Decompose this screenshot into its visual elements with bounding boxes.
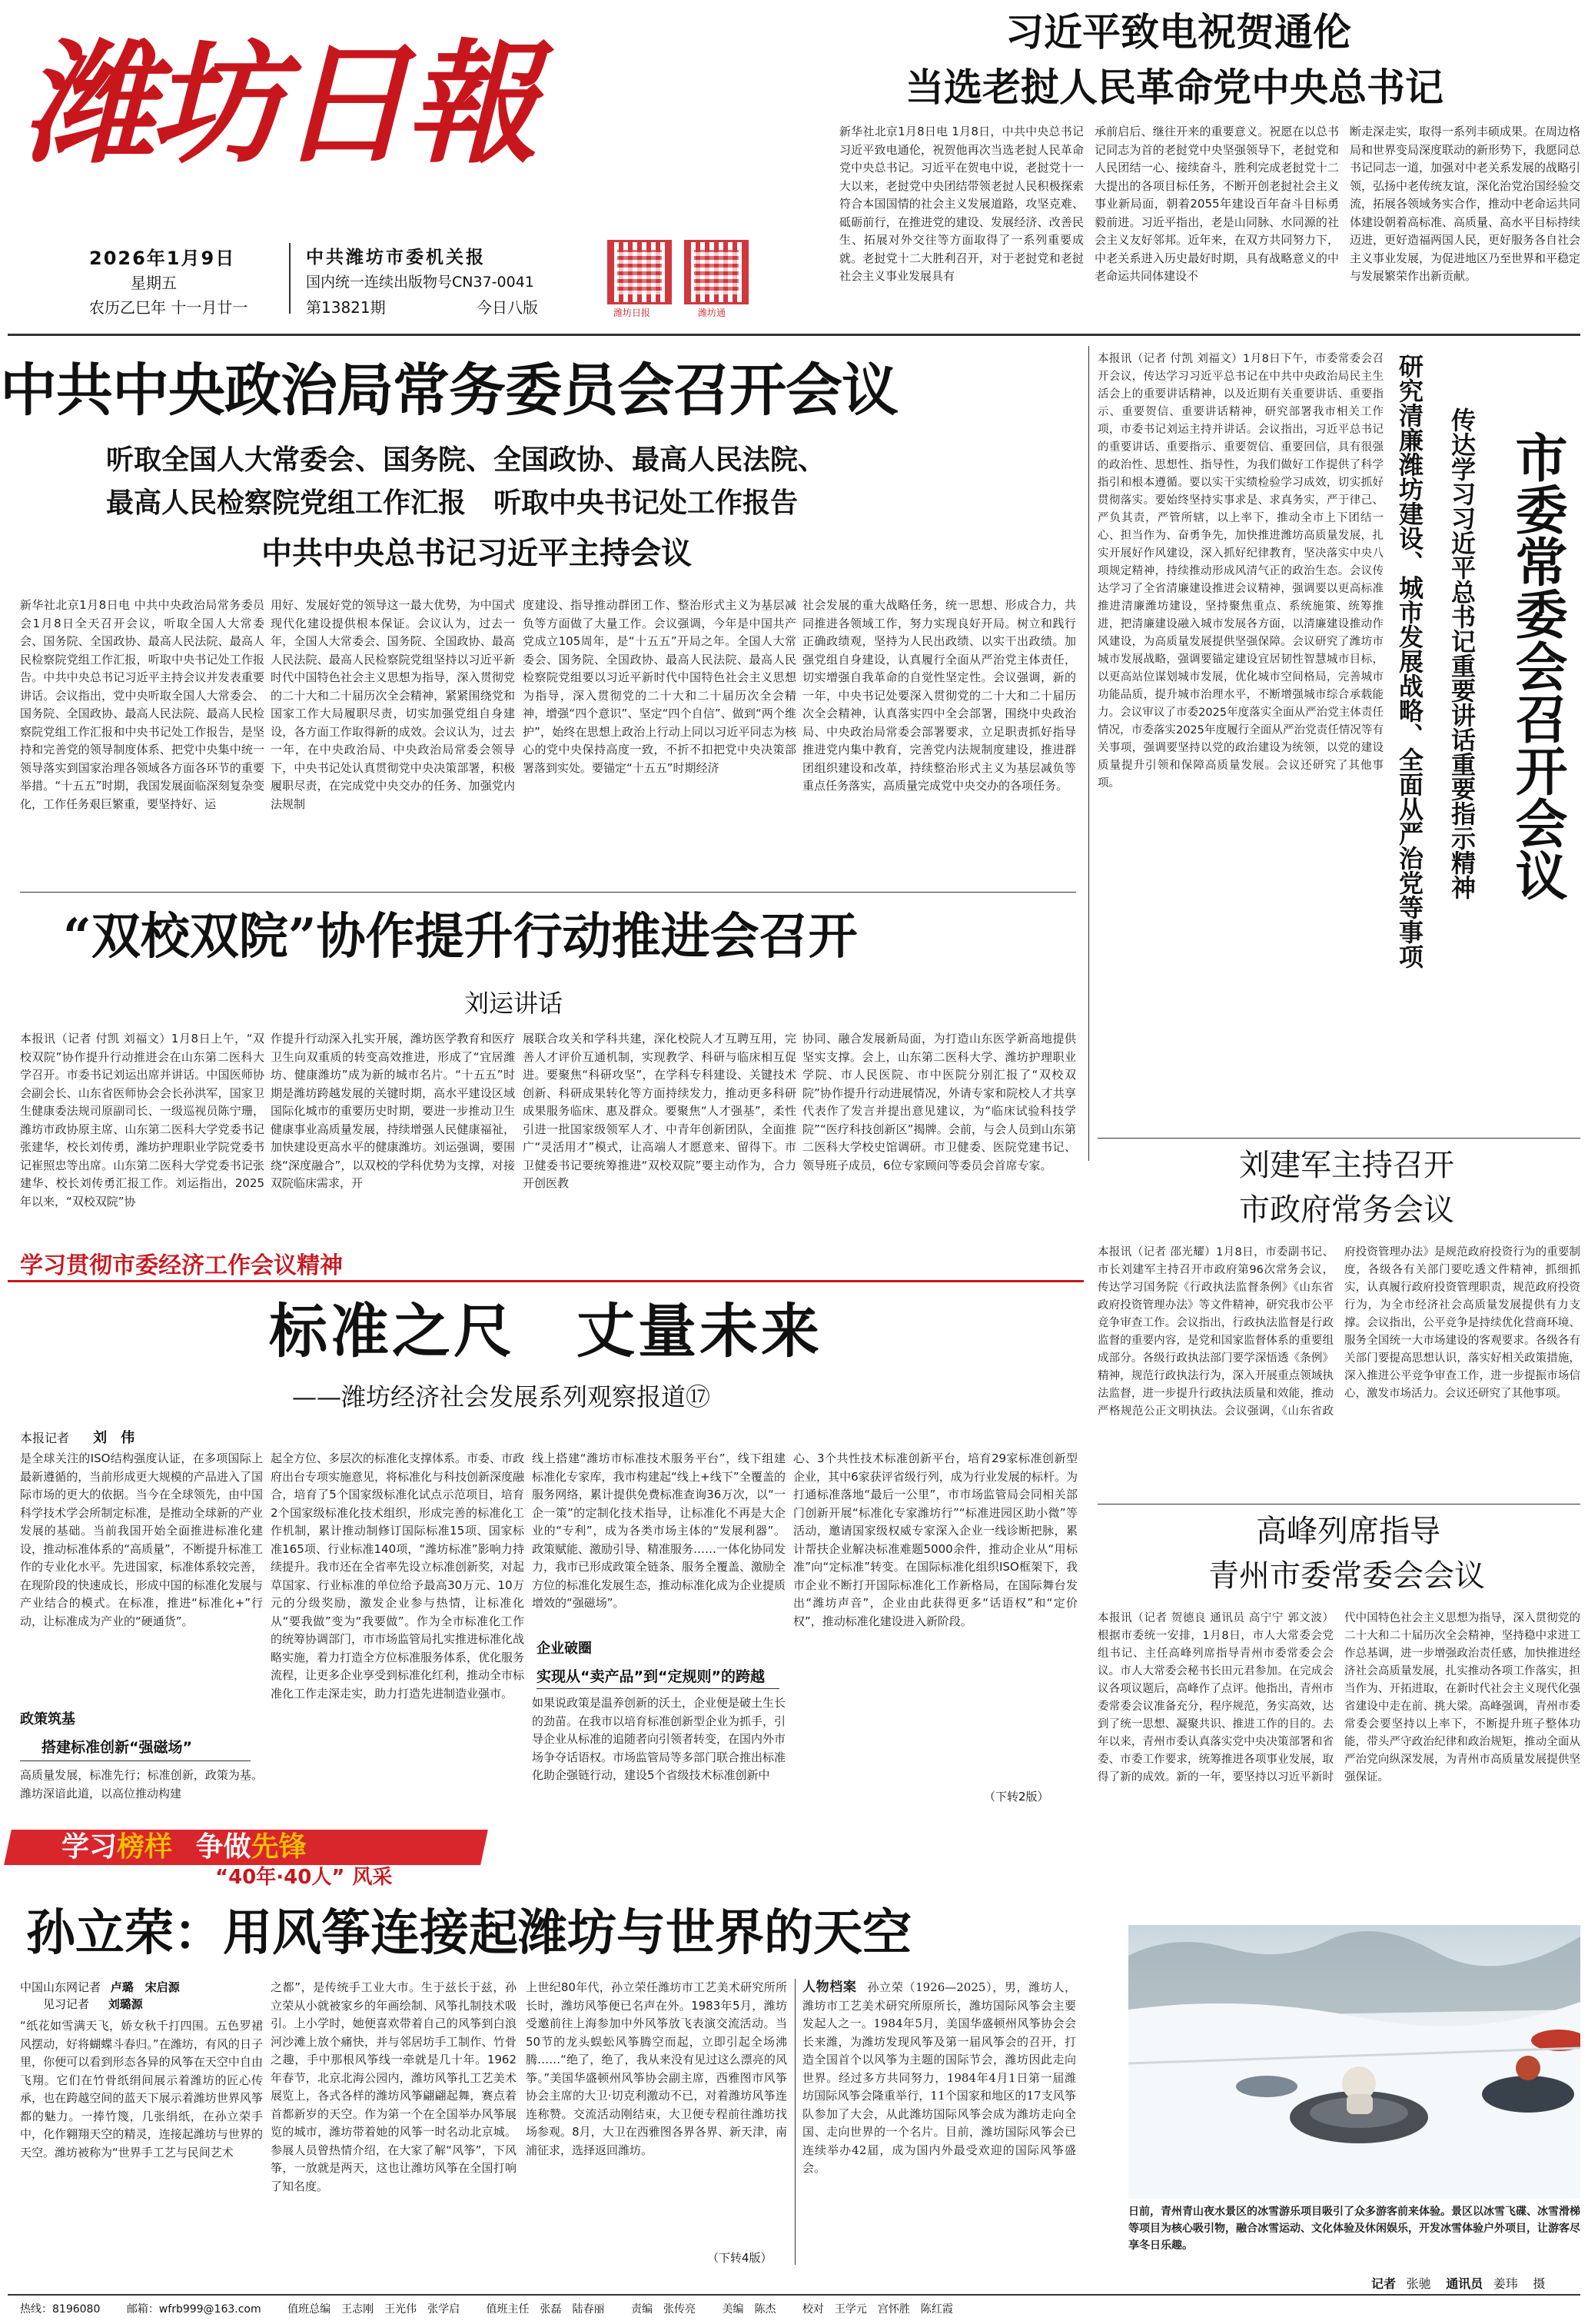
qr-label-2: 潍坊通	[698, 308, 726, 318]
school-story-col-1: 本报讯（记者 付凯 刘福文）1月8日上午，“双校双院”协作提升行动推进会在山东第二医科大学召开。市委书记刘运出席并讲话。中国医师协会副会长、山东省医师协会会长孙洪军，国家卫生健康委法规司原副司长、一级巡视员陈宁珊，潍坊市政协原主席、山东第二医科大学党委书记张建华，校长刘传勇，潍坊护理职业学院党委书记崔照忠等出席。山东第二医科大学党委书记张建华、校长刘传勇汇报工作。刘运指出，2025年以来，“双校双院”协	[20, 1032, 264, 1209]
kite-story-title: 孙立荣：用风筝连接起潍坊与世界的天空	[26, 1904, 912, 1962]
footer-duty-director: 值班主任 张磊 陆春丽	[486, 2303, 605, 2316]
footer-proof: 校对 王学元 宫怀胜 陈红霞	[802, 2303, 953, 2316]
standard-col-3b: 如果说政策是温养创新的沃土，企业便是破土生长的劲苗。在我市以培育标准创新型企业为抓手，引导企业从标准的追随者向引领者转变，在国内外市场争夺话语权。市场监管局等多部门联合推出标准化助企强链行动，建设5个省级技术标准创新中	[532, 1696, 786, 1782]
masthead-issue: 第13821期	[306, 298, 386, 317]
standard-byline	[20, 1427, 135, 1447]
lead-story-sub-1: 听取全国人大常委会、国务院、全国政协、最高人民法院、	[106, 444, 826, 476]
right-story-1-sub1: 传达学习习近平总书记重要讲话重要指示精神	[1447, 407, 1477, 899]
lead-story-sub-2: 最高人民检察院党组工作汇报 听取中央书记处工作报告	[106, 487, 799, 519]
standard-col-1: 是全球关注的ISO结构强度认证，在多项国际上最新遵循的，当前形成更大规模的产品进入了国际市场的更大的依据。当今在全球领先，由中国科学技术学会所制定标准，是推动全球新的产业发展的基础。当前我国开始全面推进标准化建设，推动标准体系的“高质量”，不断提升标准工作的专业化水平。先进国家，标准体系较完善，在现阶段的快速成长，形成中国的标准化发展与产业结合的模式。在标准，推进“标准化+”行动，让标准成为产业的“硬通货”。	[20, 1451, 263, 1628]
model-banner-1a: 学习	[61, 1831, 118, 1863]
masthead-cn-number: 国内统一连续出版物号CN37-0041	[306, 274, 534, 291]
top-story-col-3: 断走深走实，取得一系列丰硕成果。在周边格局和世界变局深度联动的新形势下，我愿同总书记同志一道，加强对中老关系发展的战略引领，弘扬中老传统友谊，深化治党治国经验交流，拓展各领域务实合作，推动中老命运共同体建设朝着高标准、高质量、高水平目标持续迈进，更好造福两国人民，更好服务各自社会主义事业发展，为促进地区乃至世界和平稳定与发展繁荣作出新贡献。	[1350, 125, 1580, 283]
standard-col-2: 起全方位、多层次的标准化支撑体系。市委、市政府出台专项实施意见，将标准化与科技创新深度融合，培育了5个国家级标准化试点示范项目，培育2个国家级标准化技术组织，形成完善的标准化工作机制，累计推动制修订国际标准15项、国家标准165项、行业标准140项，“潍坊标准”影响力持续提升。我市还在全省率先设立标准创新奖，对起草国家、行业标准的单位给予最高30万元、10万元的分级奖励，激发企业参与热情，让标准化从“要我做”变为“我要做”。作为全市标准化工作的统筹协调部门，市市场监管局扎实推进标准化战略实施，着力打造全方位标准服务体系，优化服务流程，让更多企业享受到标准化红利，推动全市标准化工作走深走实，助力打造先进制造业强市。	[271, 1451, 524, 1701]
masthead-organ: 中共潍坊市委机关报	[306, 248, 486, 268]
standard-story-sub: ——潍坊经济社会发展系列观察报道⑰	[292, 1382, 711, 1411]
qr-label-1: 潍坊日报	[613, 308, 651, 318]
footer-art: 美编 陈杰	[722, 2303, 776, 2316]
masthead-lunar: 农历乙巳年 十一月廿一	[89, 298, 248, 317]
kite-byline-2-label: 见习记者	[43, 1997, 90, 2011]
kite-col-1: “纸花如雪满天飞，娇女秋千打四围。五色罗裙风摆动，好将蝴蝶斗春归。”在潍坊，有风的日子里，你便可以看到形态各异的风筝在天空中自由飞翔。它们在竹骨纸绢间展示着潍坊的匠心传承，也在跨越空间的蓝天下展示着潍坊世界风筝都的魅力。一捧竹篾，几张绢纸，在孙立荣手中，化作翱翔天空的精灵，连接起潍坊与世界的天空。潍坊被称为“世界手工艺与民间艺术	[20, 2019, 263, 2159]
lead-story-col-4: 社会发展的重大战略任务，统一思想、形成合力，共同推进各领域工作，努力实现良好开局。树立和践行正确政绩观，坚持为人民出政绩、以实干出政绩。加强党组自身建设，认真履行全面从严治党主体责任，切实增强自我革命的自觉性坚定性。会议强调，新的一年，中央书记处要深入贯彻党的二十大和二十届历次全会精神，认真落实四中全会部署，围绕中央政治局、中央政治局常委会部署要求，立足职责抓好指导推进党内集中教育，完善党内法规制度建设，推进群团组织建设和改革，持续整治形式主义为基层减负等重点任务落实，高质量完成党中央交办的各项任务。	[802, 598, 1076, 793]
lead-story-title: 中共中央政治局常务委员会召开会议	[0, 357, 898, 424]
kite-byline-2-names: 刘璐源	[108, 1997, 143, 2011]
lead-story-col-2: 用好、发展好党的领导这一最大优势，为中国式现代化建设提供根本保证。会议认为，过去一年，全国人大常委会、国务院、全国政协、最高人民法院、最高人民检察院党组坚持以习近平新时代中国特色社会主义思想为指导，深入贯彻党的二十大和二十届历次全会精神，紧紧围绕党和国家工作大局履职尽责，切实加强党组自身建设，各方面工作取得新的成效。会议认为，过去一年，在中央政治局、中央政治局常委会领导下，中央书记处认真贯彻党中央决策部署，积极履职尽责，在完成党中央交办的任务、加强党内法规制	[271, 598, 515, 811]
photo-credit-label-1: 记者	[1371, 2276, 1397, 2291]
qr-code-icon	[684, 240, 749, 304]
right-story-3-title-2: 青州市委常委会会议	[1208, 1558, 1485, 1594]
photo-scene	[1128, 1925, 1580, 2199]
kite-byline-1-names: 卢璐 宋启源	[110, 1980, 180, 1994]
school-story-col-4: 协同、融合发展新局面，为打造山东医学新高地提供坚实支撑。会上，山东第二医科大学、潍坊护理职业学院、市人民医院、市中医院分别汇报了“双校双院”协作提升行动进展情况，外请专家和院校人才共享代表作了发言并提出意见建议，为“临床试验科技学院”“医疗科技创新区”揭牌。会前，与会人员到山东第二医科大学校史馆调研。市卫健委、医院党建书记、领导班子成员，6位专家顾问等委员会首席专家。	[802, 1032, 1076, 1172]
standard-col-4: 心、3个共性技术标准创新平台，培育29家标准创新型企业，其中6家获评省级行列，成为行业发展的标杆。为打通标准落地“最后一公里”，市市场监管局会同相关部门创新开展“标准化专家潍坊行”“标准进园区助小微”等活动，邀请国家级权威专家深入企业一线诊断把脉，累计帮扶企业解决标准难题5000余件，推动企业从“用标准”向“定标准”转变。在国际标准化组织ISO框架下，我市企业不断打开国际标准化工作新格局，在国际舞台发出“潍坊声音”，企业由此获得更多“话语权”和“定价权”，推动标准化建设进入新阶段。	[793, 1451, 1078, 1628]
masthead-weekday: 星期五	[131, 274, 177, 292]
standard-sub-head-2: 实现从“卖产品”到“定规则”的跨越	[537, 1668, 765, 1685]
standard-sub-label-2: 企业破圈	[537, 1641, 592, 1657]
model-banner	[8, 1822, 561, 1890]
top-story-col-1: 新华社北京1月8日电 1月8日，中共中央总书记习近平致电通伦，祝贺他再次当选老挝人民革命党中央总书记。习近平在贺电中说，老挝党十一大以来，老挝党中央团结带领老挝人民积极探索符合本国国情的社会主义发展道路，攻坚克难、砥砺前行，在推进党的建设、发展经济、改善民生、拓展对外交往等方面取得了一系列重要成就。老挝党十二大胜利召开，对于老挝党和老挝社会主义事业发展具有	[839, 125, 1084, 283]
standard-sub-head-1: 搭建标准创新“强磁场”	[42, 1739, 192, 1756]
right-story-2-title-2: 市政府常务会议	[1239, 1192, 1454, 1228]
top-story-title-1: 习近平致电祝贺通伦	[1005, 9, 1351, 55]
kite-profile-text: 孙立荣（1926—2025），男，潍坊人，潍坊市工艺美术研究所原所长，潍坊国际风筝会主要发起人之一。1984年5月，美国华盛顿州风筝协会会长来潍，为潍坊发现风筝及第一届风筝会的召开，打造全国首个以风筝为主题的国际节会，潍坊因此走向世界。经过多方共同努力，1984年4月1日第一届潍坊国际风筝会隆重举行，11个国家和地区的17支风筝队参加了大会，从此潍坊国际风筝会成为潍坊走向全国、走向世界的一个名片。目前，潍坊国际风筝会已连续举办42届，成为国内外最受欢迎的国际风筝盛会。	[802, 1980, 1076, 2175]
model-banner-2b: 风采	[352, 1866, 393, 1889]
photo-credit-tail: 摄	[1533, 2276, 1546, 2291]
photo-credit	[1371, 2274, 1545, 2292]
masthead-pages: 今日八版	[477, 298, 538, 317]
kite-col-2: 之都”，是传统手工业大市。生于兹长于兹，孙立荣从小就被家乡的年画绘制、风筝扎制技术吸引。上小学时，她便喜欢带着自己的风筝到白浪河沙滩上放个痛快，并与邻居坊手工制作、竹骨之趣，手中那根风筝线一牵就是几十年。1962年春节，北京北海公园内，潍坊风筝扎工艺美术展览上，各式各样的潍坊风筝翩翩起舞，赛点着首都新岁的天空。作为第一个在全国举办风筝展览的城市，潍坊带着她的风筝一时名动北京城。参展人员曾热情介绍，在大家了解“风筝”，下风筝，一放就是两天，这也让潍坊风筝在全国打响了知名度。	[271, 1980, 517, 2193]
photo-credit-label-2: 通讯员	[1446, 2276, 1483, 2291]
lead-story-sub-3: 中共中央总书记习近平主持会议	[261, 535, 692, 571]
school-story-sub: 刘运讲话	[464, 989, 563, 1018]
kite-byline-1-label: 中国山东网记者	[20, 1980, 101, 1994]
econ-banner-text: 学习贯彻市委经济工作会议精神	[20, 1252, 343, 1279]
kite-col-3: 上世纪80年代，孙立荣任潍坊市工艺美术研究所所长时，潍坊风筝便已名声在外。1983年5月，潍坊受邀前往上海参加中外风筝放飞表演交流活动。当50节的龙头蜈蚣风筝腾空而起，立即引起全场沸腾……“绝了，绝了，我从来没有见过这么漂亮的风筝。”美国华盛顿州风筝协会副主席，西雅图市风筝协会主席的大卫·切克利激动不已，对着潍坊风筝连连称赞。交流活动刚结束，大卫便专程前往潍坊找场参观。8月，大卫在西雅图各界各界、新天津，南浦征求，选择返回潍坊。	[526, 1980, 787, 2157]
right-story-3-text: 本报讯（记者 贺德良 通讯员 高宁宁 郭文波）根据市委统一安排，1月8日，市人大常委会党组书记、主任高峰列席指导青州市委常委会会议。市人大常委会秘书长田元君参加。在完成会议各项议题后，高峰作了点评。他指出，青州市委常委会议准备充分，程序规范，务实高效，达到了统一思想、凝聚共识、推进工作的目的。去年以来，青州市委认真落实党中央决策部署和省委、市委工作要求，统筹推进各项事业发展，取得了新的成效。新的一年，要坚持以习近平新时代中国特色社会主义思想为指导，深入贯彻党的二十大和二十届历次全会精神，坚持稳中求进工作总基调，进一步增强政治责任感，加快推进经济社会高质量发展，扎实推动各项工作落实，担当作为、开拓进取，在新时代社会主义现代化强省建设中走在前、挑大梁。高峰强调，青州市委常委会要坚持以上率下，不断提升班子整体功能，带头严守政治纪律和政治规矩，推动全面从严治党向纵深发展，为青州市高质量发展提供坚强保证。	[1098, 1612, 1580, 1784]
photo-credit-name-1: 张驰	[1406, 2276, 1431, 2291]
top-story-col-2: 承前启后、继往开来的重要意义。祝愿在以总书记同志为首的老挝党中央坚强领导下，老挝党和人民团结一心、接续奋斗，胜利完成老挝党十二大提出的各项目标任务，不断开创老挝社会主义事业新局面，朝着2055年建设百年奋斗目标勇毅前进。习近平指出，老是山同脉、水同源的社会主义友好邻邦。近年来，在双方共同努力下，中老关系进入历史最好时期，具有战略意义的中老命运共同体建设不	[1095, 125, 1339, 283]
model-banner-1c: 争做	[195, 1831, 251, 1863]
top-story-title-2: 当选老挝人民革命党中央总书记	[905, 65, 1443, 110]
model-banner-1b: 榜样	[117, 1831, 173, 1863]
kite-profile-label: 人物档案	[802, 1980, 857, 1995]
right-story-2-title-1: 刘建军主持召开	[1239, 1148, 1454, 1183]
qr-code-icon	[607, 240, 672, 304]
footer	[20, 2300, 1580, 2320]
photo-credit-name-2: 姜玮	[1493, 2276, 1518, 2291]
right-story-1-sub2: 研究清廉潍坊建设、城市发展战略、全面从严治党等事项	[1395, 354, 1424, 969]
right-story-1-title: 市委常委会召开会议	[1507, 431, 1568, 901]
footer-email: 邮箱：wfrb999@163.com	[126, 2303, 261, 2316]
right-story-2-text: 本报讯（记者 邵光耀）1月8日，市委副书记、市长刘建军主持召开市政府第96次常务会议，传达学习国务院《行政执法监督条例》《山东省政府投资管理办法》等文件精神，研究我市公平竞争审查工作。会议指出，行政执法监督是行政监督的重要内容，是党和国家监督体系的重要组成部分。各级行政执法部门要学深悟透《条例》精神，规范行政执法行为，深入开展重点领域执法监督，进一步提升行政执法质量和效能，推动严格规范公正文明执法。会议强调，《山东省政府投资管理办法》是规范政府投资行为的重要制度，各级各有关部门要吃透文件精神，抓细抓实，认真履行政府投资管理职责，规范政府投资行为，为全市经济社会高质量发展提供有力支撑。会议指出，公平竞争是持续优化营商环境、服务全国统一大市场建设的客观要求。各级各有关部门要提高思想认识，落实好相关政策措施，深入推进公平竞争审查工作，进一步提振市场信心，激发市场活力。会议还研究了其他事项。	[1098, 1246, 1580, 1418]
footer-editor: 责编 张传亮	[631, 2303, 696, 2316]
photo-snow-tubing	[1128, 1925, 1580, 2199]
footer-hotline: 热线：8196080	[20, 2303, 101, 2316]
kite-profile	[802, 1979, 1076, 2265]
standard-byline-label: 本报记者	[20, 1431, 70, 1445]
kite-continue: （下转4版）	[707, 2251, 772, 2265]
right-story-3-title-1: 高峰列席指导	[1256, 1514, 1440, 1549]
right-story-1-text: 本报讯（记者 付凯 刘福文）1月8日下午，市委常委会召开会议，传达学习习近平总书记在中共中央政治局民主生活会上的重要讲话精神，以及近期有关重要讲话、重要指示、重要贺信、重要讲话精神，研究部署我市相关工作项，市委书记刘运主持并讲话。会议指出，习近平总书记的重要讲话、重要指示、重要贺信、重要回信，具有很强的政治性、思想性、指导性，为我们做好工作提供了科学指引和根本遵循。要以实干实绩检验学习成效，切实抓好贯彻落实。要始终坚持实事求是、求真务实，严于律己、严负其责，严管所辖，以上率下，推动全市上下团结一心、担当作为、奋勇争先，加快推进潍坊高质量发展，扎实开展好作风建设，深入抓好纪律教育，坚决落实中央八项规定精神，持续推动形成风清气正的政治生态。会议传达学习了全省清廉建设推进会议精神，强调要以更高标准推进清廉潍坊建设，坚持聚焦重点、系统施策、统筹推进，把清廉建设融入城市发展各方面，以清廉建设推动作风建设，为高质量发展提供坚强保障。会议研究了潍坊市城市发展战略，强调要锚定建设宜居韧性智慧城市目标，以更高站位谋划城市发展，优化城市空间格局，完善城市功能品质，提升城市治理水平，不断增强城市综合承载能力。会议审议了市委2025年度落实全面从严治党主体责任情况，市委落实2025年度履行全面从严治党责任情况等有关事项，强调要坚持以党的政治建设为统领，以党的建设质量提升引领和保障高质量发展。会议还研究了其他事项。	[1098, 353, 1384, 790]
school-story-col-3: 展联合攻关和学科共建，深化校院人才互聘互用，完善人才评价互通机制，实现教学、科研与临床相互促进。要聚焦“科研攻坚”，在学科专科建设、关键技术创新、科研成果转化等方面持续发力，推动更多科研成果服务临床、惠及群众。要聚焦“人才强基”，柔性引进一批国家级领军人才、中青年创新团队，全面推广“灵活用才”模式，让高端人才愿意来、留得下。市卫健委书记要统筹推进“双校双院”要主动作为，合力开创医教	[523, 1032, 796, 1190]
lead-story-col-1: 新华社北京1月8日电 中共中央政治局常务委员会1月8日全天召开会议，听取全国人大常委会、国务院、全国政协、最高人民法院、最高人民检察院党组工作汇报，听取中央书记处工作报告。中共中央总书记习近平主持会议并发表重要讲话。会议指出，党中央听取全国人大常委会、国务院、全国政协、最高人民法院、最高人民检察院党组工作汇报和中央书记处工作报告，是坚持和完善党的领导制度体系、把党中央集中统一领导落实到国家治理各领域各方面各环节的重要举措。“十五五”时期，我国发展面临深刻复杂变化，工作任务艰巨繁重，要坚持好、运	[20, 598, 264, 811]
standard-story-title: 标准之尺 丈量未来	[269, 1297, 822, 1365]
model-banner-1d: 先锋	[251, 1831, 307, 1863]
school-story-col-2: 作提升行动深入扎实开展，潍坊医学教育和医疗卫生向双重质的转变高效推进，形成了“宜居潍坊、健康潍坊”成为新的城市名片。“十五五”时期是潍坊跨越发展的关键时期，高水平建设区域国际化城市的重要历史时期，要进一步推动卫生健康事业高质量发展，持续增强人民健康福祉，加快建设更高水平的健康潍坊。刘运强调，要围绕“深度融合”，以双校的学科优势为支撑，对接双院临床需求，开	[271, 1032, 515, 1190]
standard-col-3: 线上搭建“潍坊市标准技术服务平台”，线下组建标准化专家库，我市构建起“线上+线下”全覆盖的服务网络，累计提供免费标准查询36万次，以“一企一策”的定制化技术指导，让标准化不再是大企业的“专利”，成为各类市场主体的“发展利器”。政策赋能、激励引导、精准服务……一体化协同发力，我市已形成政策全链条、服务全覆盖、激励全方位的标准化发展生态，推动标准化成为企业提质增效的“强磁场”。	[532, 1451, 786, 1610]
photo-caption: 日前，青州青山夜水景区的冰雪游乐项目吸引了众多游客前来体验。景区以冰雪飞碟、冰雪滑梯等项目为核心吸引物，融合冰雪运动、文化体验及休闲娱乐，开发冰雪体验户外项目，让游客尽享冬日乐趣。	[1128, 2206, 1580, 2252]
econ-banner	[8, 1252, 1084, 1282]
standard-byline-name: 刘 伟	[93, 1430, 135, 1446]
standard-continue: （下转2版）	[984, 1790, 1049, 1804]
standard-sub-label-1: 政策筑基	[20, 1711, 75, 1727]
standard-col-1b: 高质量发展，标准先行；标准创新，政策为基。潍坊深谙此道，以高位推动构建	[20, 1768, 263, 1800]
school-story-title: “双校双院”协作提升行动推进会召开	[63, 908, 858, 966]
lead-story-col-3: 度建设、指导推动群团工作、整治形式主义为基层减负等方面做了大量工作。会议强调，今年是中国共产党成立105周年，是“十五五”开局之年。全国人大常委会、国务院、全国政协、最高人民法院、最高人民检察院党组要以习近平新时代中国特色社会主义思想为指导，深入贯彻党的二十大和二十届历次全会精神，增强“四个意识”、坚定“四个自信”、做到“两个维护”，始终在思想上政治上行动上同以习近平同志为核心的党中央保持高度一致，不折不扣把党中央决策部署落到实处。要锚定“十五五”时期经济	[523, 598, 796, 775]
masthead-title: 潍坊日報	[23, 25, 533, 181]
kite-byline	[20, 1979, 263, 2013]
model-banner-2a: “40年·40人”	[215, 1866, 345, 1889]
footer-duty-chief: 值班总编 王志刚 王光伟 张学启	[287, 2303, 460, 2316]
masthead-date: 2026年1月9日	[89, 248, 236, 269]
